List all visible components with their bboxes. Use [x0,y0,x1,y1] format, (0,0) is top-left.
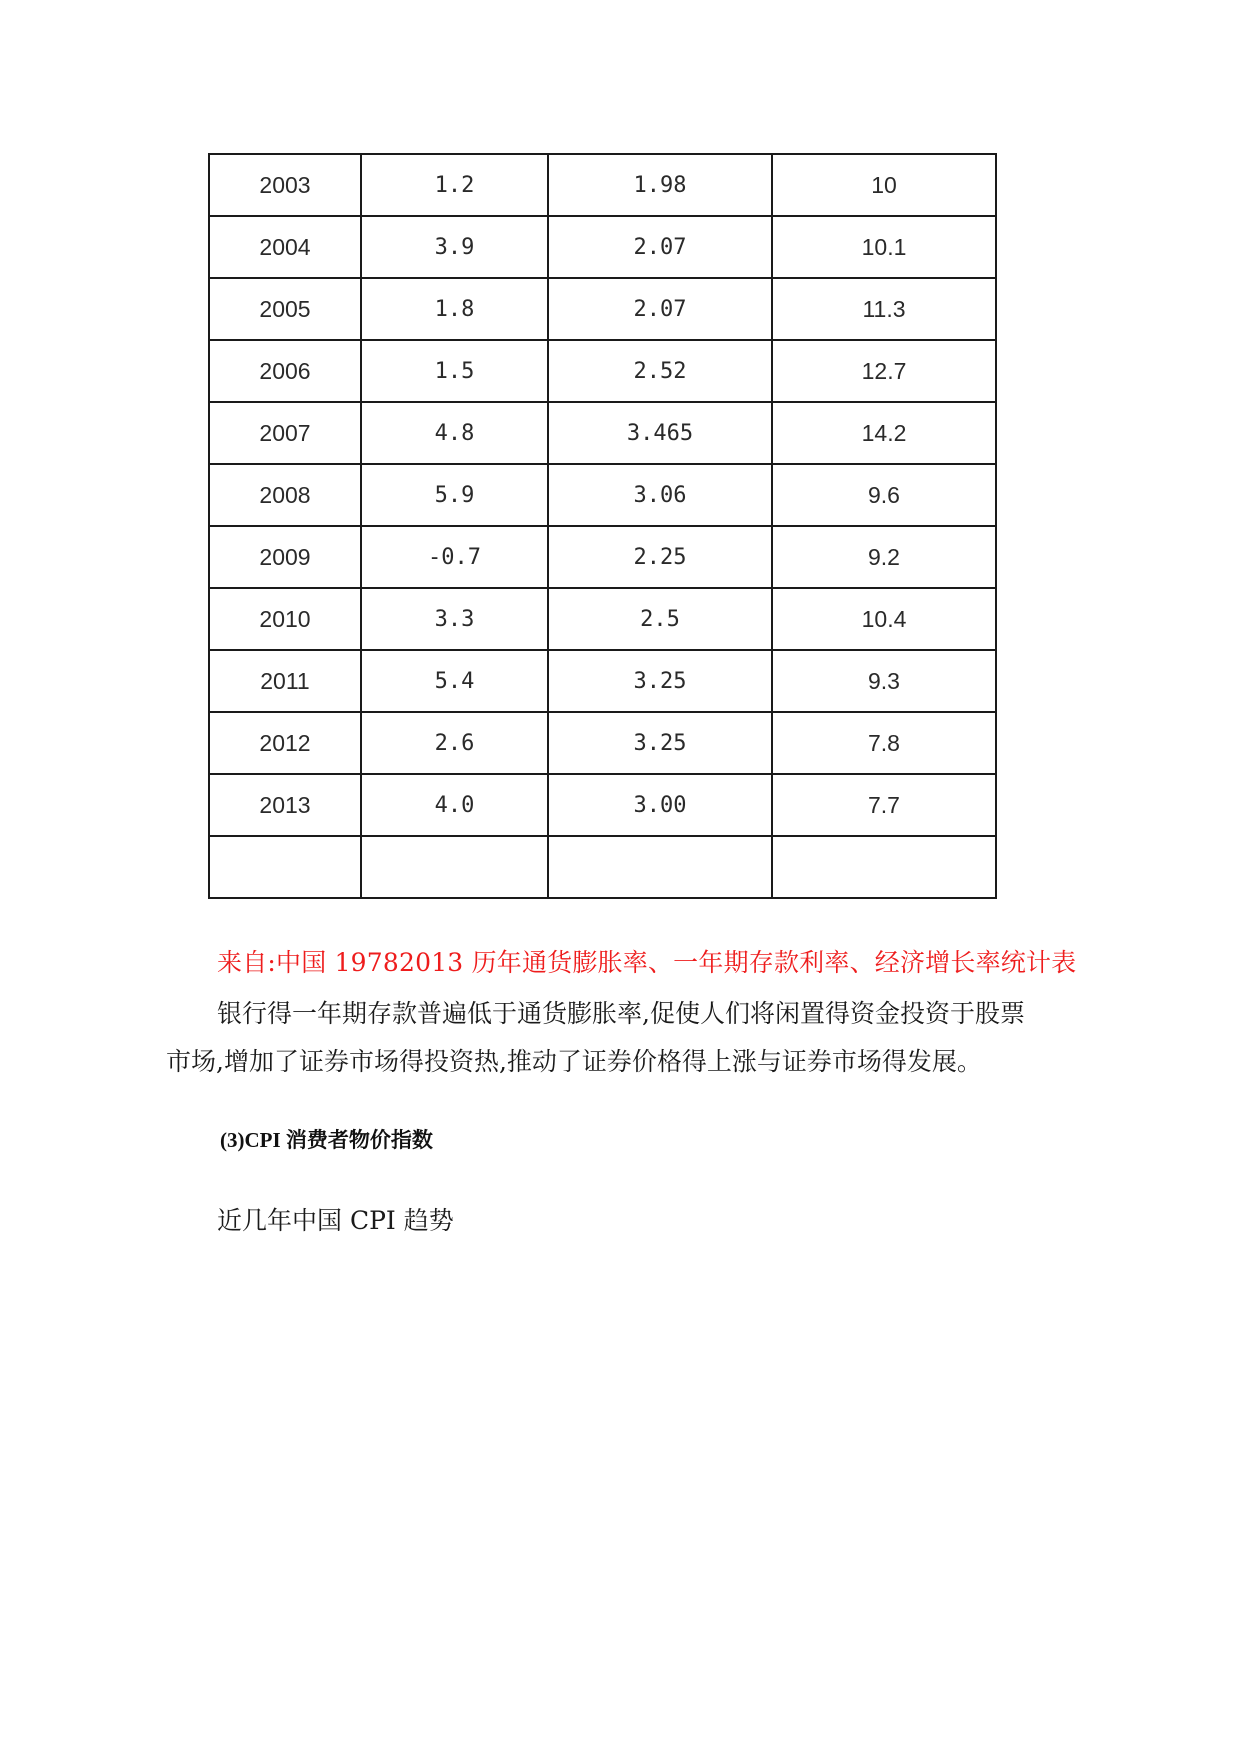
paragraph-line-2: 市场,增加了证券市场得投资热,推动了证券价格得上涨与证券市场得发展。 [166,1047,982,1076]
year-cell: 2013 [209,774,361,836]
table-row [209,464,996,526]
growth-cell [772,836,996,898]
inflation-cell: 1.8 [361,278,548,340]
inflation-cell: 5.4 [361,650,548,712]
growth-cell: 10 [772,154,996,216]
growth-cell: 14.2 [772,402,996,464]
year-cell [209,836,361,898]
deposit-rate-cell [548,836,772,898]
deposit-rate-cell: 3.25 [548,650,772,712]
deposit-rate-cell: 3.465 [548,402,772,464]
growth-cell: 7.7 [772,774,996,836]
table-row [209,526,996,588]
table-row [209,216,996,278]
deposit-rate-cell: 2.25 [548,526,772,588]
statistics-table-body [209,154,996,898]
deposit-rate-cell: 2.5 [548,588,772,650]
deposit-rate-cell: 2.52 [548,340,772,402]
inflation-cell: -0.7 [361,526,548,588]
table-row [209,278,996,340]
inflation-cell: 4.8 [361,402,548,464]
year-cell: 2005 [209,278,361,340]
inflation-cell: 5.9 [361,464,548,526]
statistics-table [208,153,997,899]
growth-cell: 12.7 [772,340,996,402]
table-row [209,712,996,774]
inflation-cell: 3.3 [361,588,548,650]
growth-cell: 10.4 [772,588,996,650]
year-cell: 2008 [209,464,361,526]
inflation-cell [361,836,548,898]
year-cell: 2011 [209,650,361,712]
deposit-rate-cell: 2.07 [548,216,772,278]
growth-cell: 9.2 [772,526,996,588]
year-cell: 2009 [209,526,361,588]
inflation-cell: 1.5 [361,340,548,402]
table-row [209,836,996,898]
growth-cell: 10.1 [772,216,996,278]
growth-cell: 9.3 [772,650,996,712]
section-heading: (3)CPI 消费者物价指数 [220,1128,433,1152]
inflation-cell: 3.9 [361,216,548,278]
year-cell: 2012 [209,712,361,774]
year-cell: 2004 [209,216,361,278]
table-caption: 来自:中国 19782013 历年通货膨胀率、一年期存款利率、经济增长率统计表 [217,948,1077,977]
deposit-rate-cell: 3.00 [548,774,772,836]
growth-cell: 11.3 [772,278,996,340]
table-row [209,774,996,836]
table-row [209,340,996,402]
cpi-trend-subtitle: 近几年中国 CPI 趋势 [217,1206,454,1235]
body-paragraph [166,990,1066,1086]
growth-cell: 9.6 [772,464,996,526]
growth-cell: 7.8 [772,712,996,774]
deposit-rate-cell: 3.06 [548,464,772,526]
inflation-cell: 4.0 [361,774,548,836]
deposit-rate-cell: 1.98 [548,154,772,216]
year-cell: 2007 [209,402,361,464]
deposit-rate-cell: 3.25 [548,712,772,774]
table-row [209,402,996,464]
table-row [209,650,996,712]
table-row [209,588,996,650]
year-cell: 2010 [209,588,361,650]
year-cell: 2006 [209,340,361,402]
inflation-cell: 2.6 [361,712,548,774]
year-cell: 2003 [209,154,361,216]
paragraph-line-1: 银行得一年期存款普遍低于通货膨胀率,促使人们将闲置得资金投资于股票 [217,999,1025,1028]
inflation-cell: 1.2 [361,154,548,216]
deposit-rate-cell: 2.07 [548,278,772,340]
table-row [209,154,996,216]
